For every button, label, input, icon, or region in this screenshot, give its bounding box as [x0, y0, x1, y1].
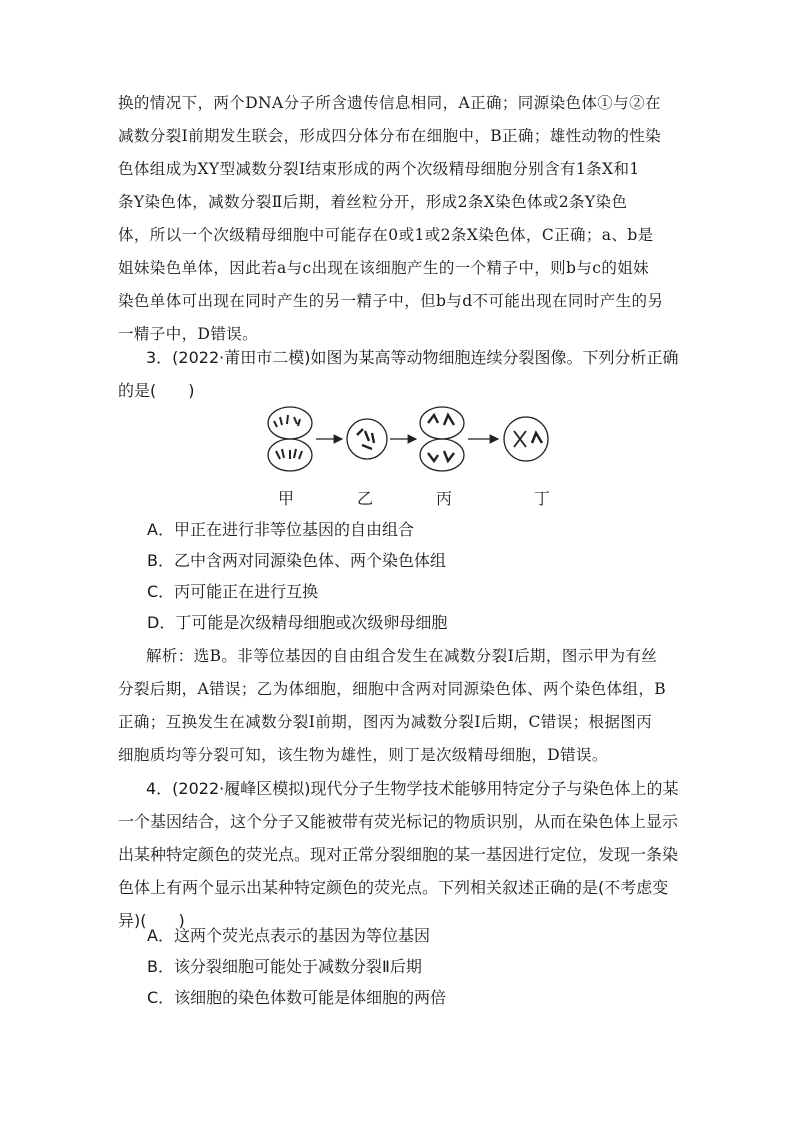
text-line: 分裂后期，A错误；乙为体细胞，细胞中含两对同源染色体、两个染色体组，B — [118, 680, 667, 698]
q4-option-b: B．该分裂细胞可能处于减数分裂Ⅱ后期 — [147, 957, 422, 976]
figure-label-jia: 甲 — [278, 489, 295, 508]
text-line: 一精子中，D错误。 — [118, 325, 259, 343]
text-line: 姐妹染色单体，因此若a与c出现在该细胞产生的一个精子中，则b与c的姐妹 — [118, 259, 650, 277]
q3-analysis — [118, 640, 678, 772]
question-3-stem — [118, 341, 678, 407]
text-line: 一个基因结合，这个分子又能被带有荧光标记的物质识别，从而在染色体上显示 — [118, 812, 678, 831]
text-line: 染色单体可出现在同时产生的另一精子中，但b与d不可能出现在同时产生的另 — [118, 292, 664, 310]
text-line: 条Y染色体，减数分裂Ⅱ后期，着丝粒分开，形成2条X染色体或2条Y染色 — [118, 193, 628, 211]
cell-bing-icon — [420, 407, 464, 471]
text-line: 正确；互换发生在减数分裂Ⅰ前期，图丙为减数分裂Ⅰ后期，C错误；根据图丙 — [118, 713, 653, 731]
q3-option-d: D．丁可能是次级精母细胞或次级卵母细胞 — [147, 613, 448, 632]
text-line: 3．(2022·莆田市二模)如图为某高等动物细胞连续分裂图像。下列分析正确 — [146, 348, 678, 367]
text-line: 解析：选B。非等位基因的自由组合发生在减数分裂Ⅰ后期，图示甲为有丝 — [146, 647, 658, 665]
cell-ding-icon — [504, 417, 548, 461]
q3-option-b: B．乙中含两对同源染色体、两个染色体组 — [147, 551, 446, 570]
q4-option-c: C．该细胞的染色体数可能是体细胞的两倍 — [147, 988, 447, 1007]
text-line: 细胞质均等分裂可知，该生物为雄性，则丁是次级精母细胞，D错误。 — [118, 746, 608, 764]
text-line: 出某种特定颜色的荧光点。现对正常分裂细胞的某一基因进行定位，发现一条染 — [118, 845, 678, 864]
text-line: 减数分裂Ⅰ前期发生联会，形成四分体分布在细胞中，B正确；雄性动物的性染 — [118, 127, 662, 145]
question-4-stem — [118, 772, 678, 937]
cell-yi-icon — [347, 419, 387, 459]
text-line: 色体组成为XY型减数分裂Ⅰ结束形成的两个次级精母细胞分别含有1条X和1 — [118, 160, 640, 178]
figure-label-yi: 乙 — [357, 489, 374, 508]
text-line: 色体上有两个显示出某种特定颜色的荧光点。下列相关叙述正确的是(不考虑变 — [118, 878, 669, 897]
cell-jia-icon — [268, 407, 312, 471]
q3-option-c: C．丙可能正在进行互换 — [147, 582, 319, 601]
cell-division-figure — [262, 405, 562, 475]
figure-label-ding: 丁 — [534, 489, 551, 508]
figure-label-bing: 丙 — [436, 489, 453, 508]
text-line: 体，所以一个次级精母细胞中可能存在0或1或2条X染色体，C正确；a、b是 — [118, 226, 654, 244]
text-line: 换的情况下，两个DNA分子所含遗传信息相同，A正确；同源染色体①与②在 — [118, 94, 661, 112]
q3-option-a: A．甲正在进行非等位基因的自由组合 — [147, 520, 414, 539]
q4-option-a: A．这两个荧光点表示的基因为等位基因 — [147, 926, 430, 945]
text-line: 4．(2022·履峰区模拟)现代分子生物学技术能够用特定分子与染色体上的某 — [146, 779, 678, 798]
analysis-continuation — [118, 87, 678, 351]
text-line: 异)( ) — [118, 911, 185, 930]
text-line: 的是( ) — [118, 381, 195, 400]
